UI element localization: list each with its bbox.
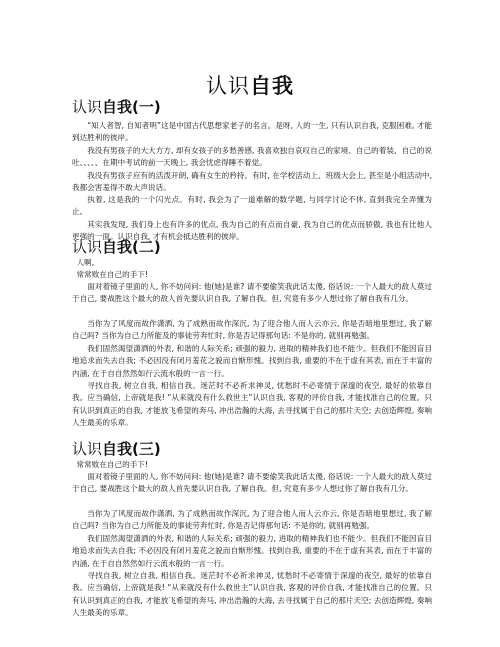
section-3-paragraph-2: 面对着镜子里面的人, 你不妨问问: 他(她)是谁? 请不要偷笑我此话太傻, 俗话说: 一个人最大的敌人莫过于自己, 要战胜这个最大的敌人首先要认识自我, 了解自我。但, 究竟有多少人想过你了解自我有几分。 xyxy=(72,472,432,494)
section-2-paragraph-5: 我们固然渴望潇洒的外表, 和谐的人际关系; 顽强的毅力, 进取的精神我们也不能少。但我们不能因盲目地追求而失去自我; 不必因没有闭月羞花之貌而自惭形愧。找到自我, 重要的不在于虚有其表, 而在于丰富的内涵, 在于自自然然如行云流水般的一言一行。 xyxy=(72,344,432,378)
section-2-paragraph-2: 常常败在自己的手下! xyxy=(76,270,148,279)
section-2-paragraph-1: 人啊, xyxy=(76,258,95,267)
section-1-paragraph-2: 我没有男孩子的大大方方, 却有女孩子的多愁善感, 我喜欢独自哀叹自己的家境、自己的着装、自己的说吐、、、、、在期中考试的前一天晚上, 我会忧虑得睡不着觉。 xyxy=(72,146,432,168)
section-3-heading-bold: 自我(三) xyxy=(102,440,161,458)
section-2-heading xyxy=(72,238,161,256)
title-plain: 认识 xyxy=(206,74,250,98)
section-3-paragraph-5: 寻找自我, 树立自我, 相信自我。迷茫时不必祈求神灵, 忧愁时不必寄情于深邃的夜空, 最好的依靠自我。应当确信, 上帝就是我! “从来就没有什么救世主”认识自我, 客观的评价自我, 才能找准自己的位置。只有认识到真正的自我, 才能放飞希望的奔马, 冲出浩瀚的大海, 去寻找属于自己的那片天空; 去创造辉煌, 奏响人生最美的乐章。 xyxy=(72,571,432,618)
section-2-heading-plain: 认识 xyxy=(72,238,103,256)
section-2-paragraph-4: 当你为了风度而故作潇洒, 为了成熟而故作深沉, 为了迎合他人而人云亦云, 你是否暗地里想过, 我了解自己吗? 当你为自己力所能及的事徒劳奔忙时, 你是否记得那句话: 不是你的, 就别再勉强。 xyxy=(72,319,432,341)
section-3-paragraph-1: 常常败在自己的手下! xyxy=(76,460,148,469)
section-3-heading-plain: 认识 xyxy=(72,440,103,458)
section-1-paragraph-4: 执着, 这是我的一个闪光点。有时, 我会为了一道难解的数学题, 与同学讨论不休, 直到我完全弄懂为止。 xyxy=(72,195,432,217)
title-bold: 自我 xyxy=(250,74,294,98)
section-1-paragraph-1: “知人者智, 自知者明”这是中国古代思想家老子的名言。是呀, 人的一生, 只有认识自我, 克服困难, 才能到达胜利的彼岸。 xyxy=(72,121,432,143)
section-3-paragraph-4: 我们固然渴望潇洒的外表, 和谐的人际关系; 顽强的毅力, 进取的精神我们也不能少。但我们不能因盲目地追求而失去自我; 不必因没有闭月羞花之貌而自惭形愧。找到自我, 重要的不在于虚有其表, 而在于丰富的内涵, 在于自自然然如行云流水般的一言一行。 xyxy=(72,534,432,568)
section-1-heading-plain: 认识 xyxy=(72,98,103,116)
document-title xyxy=(0,70,500,100)
section-2-heading-bold: 自我(二) xyxy=(102,238,161,256)
section-1-heading-bold: 自我(一) xyxy=(102,98,161,116)
section-1-paragraph-5: 其实我发现, 我们身上也有许多的优点, 我为自己的有点而自豪, 我为自己的优点而骄傲, 我也有比他人更强的一面。认识自我, 才有机会抵达胜利的彼岸。 xyxy=(72,220,432,242)
section-3-paragraph-3: 当你为了风度而故作潇洒, 为了成熟而故作深沉, 为了迎合他人而人云亦云, 你是否暗地里想过, 我了解自己吗? 当你为自己力所能及的事徒劳奔忙时, 你是否记得那句话: 不是你的, 就别再勉强。 xyxy=(72,509,432,531)
section-1-heading xyxy=(72,98,161,116)
section-2-paragraph-6: 寻找自我, 树立自我, 相信自我。迷茫时不必祈求神灵, 忧愁时不必寄情于深邃的夜空, 最好的依靠自我。应当确信, 上帝就是我! “从来就没有什么救世主”认识自我, 客观的评价自我, 才能找准自己的位置。只有认识到真正的自我, 才能放飞希望的奔马, 冲出浩瀚的大海, 去寻找属于自己的那片天空; 去创造辉煌, 奏响人生最美的乐章。 xyxy=(72,381,432,428)
section-2-paragraph-3: 面对着镜子里面的人, 你不妨问问: 他(她)是谁? 请不要偷笑我此话太傻, 俗话说: 一个人最大的敌人莫过于自己, 要战胜这个最大的敌人首先要认识自我, 了解自我。但, 究竟有多少人想过你了解自我有几分。 xyxy=(72,282,432,304)
section-1-paragraph-3: 我没有男孩子应有的活泼开朗, 确有女生的矜持。有时, 在学校活动上、班级大会上, 甚至是小组活动中, 我都会害羞得不敢大声说话。 xyxy=(72,171,432,193)
section-3-heading xyxy=(72,440,161,458)
